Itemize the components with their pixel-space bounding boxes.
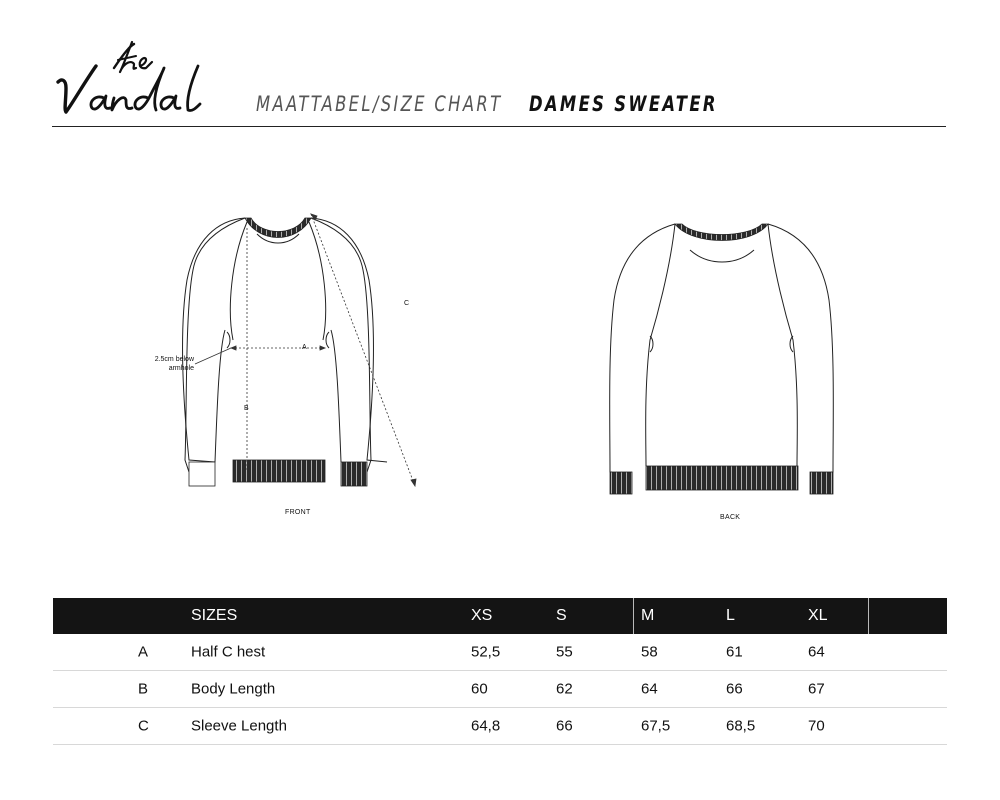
row-letter: B <box>138 680 149 698</box>
row-value-xl: 67 <box>808 680 825 698</box>
front-caption: FRONT <box>285 509 311 516</box>
row-value-xs: 64,8 <box>471 717 501 735</box>
row-measurement-name: Half C hest <box>191 643 266 661</box>
row-value-s: 62 <box>556 680 573 698</box>
size-header-s: S <box>556 607 567 624</box>
row-value-l: 68,5 <box>726 717 756 735</box>
row-value-l: 61 <box>726 643 743 661</box>
row-value-m: 58 <box>641 643 658 661</box>
row-value-l: 66 <box>726 680 743 698</box>
measure-label-c: C <box>404 300 410 307</box>
header-divider <box>52 126 946 127</box>
row-letter: C <box>138 717 149 735</box>
row-measurement-name: Sleeve Length <box>191 717 287 735</box>
page-heading <box>256 92 718 116</box>
row-value-m: 67,5 <box>641 717 671 735</box>
row-value-xs: 52,5 <box>471 643 501 661</box>
row-value-m: 64 <box>641 680 658 698</box>
row-value-xl: 64 <box>808 643 825 661</box>
size-table <box>53 598 947 745</box>
armhole-note-line2: armhole <box>168 365 194 372</box>
measure-label-a: A <box>302 344 307 351</box>
size-header-xs: XS <box>471 607 493 624</box>
back-caption: BACK <box>720 514 741 521</box>
armhole-note-line1: 2.5cm below <box>154 356 194 363</box>
header-subtitle: MAATTABEL/SIZE CHART <box>256 92 503 116</box>
row-value-xl: 70 <box>808 717 825 735</box>
row-measurement-name: Body Length <box>191 680 276 698</box>
sweater-back-diagram <box>600 210 845 500</box>
header-title: DAMES SWEATER <box>528 92 718 116</box>
row-value-xs: 60 <box>471 680 488 698</box>
table-row <box>53 671 947 708</box>
size-header-l: L <box>726 607 735 624</box>
row-value-s: 66 <box>556 717 573 735</box>
sizes-header-label: SIZES <box>191 607 238 624</box>
row-value-s: 55 <box>556 643 573 661</box>
brand-logo <box>52 38 242 128</box>
armhole-note <box>140 355 194 373</box>
sweater-front-diagram <box>135 200 425 500</box>
header-separator <box>868 598 869 634</box>
measure-label-b: B <box>244 405 249 412</box>
row-letter: A <box>138 643 149 661</box>
header-separator <box>633 598 634 634</box>
size-table-header <box>53 598 947 634</box>
size-header-xl: XL <box>808 607 828 624</box>
size-header-m: M <box>641 607 655 624</box>
table-row <box>53 708 947 745</box>
table-row <box>53 634 947 671</box>
